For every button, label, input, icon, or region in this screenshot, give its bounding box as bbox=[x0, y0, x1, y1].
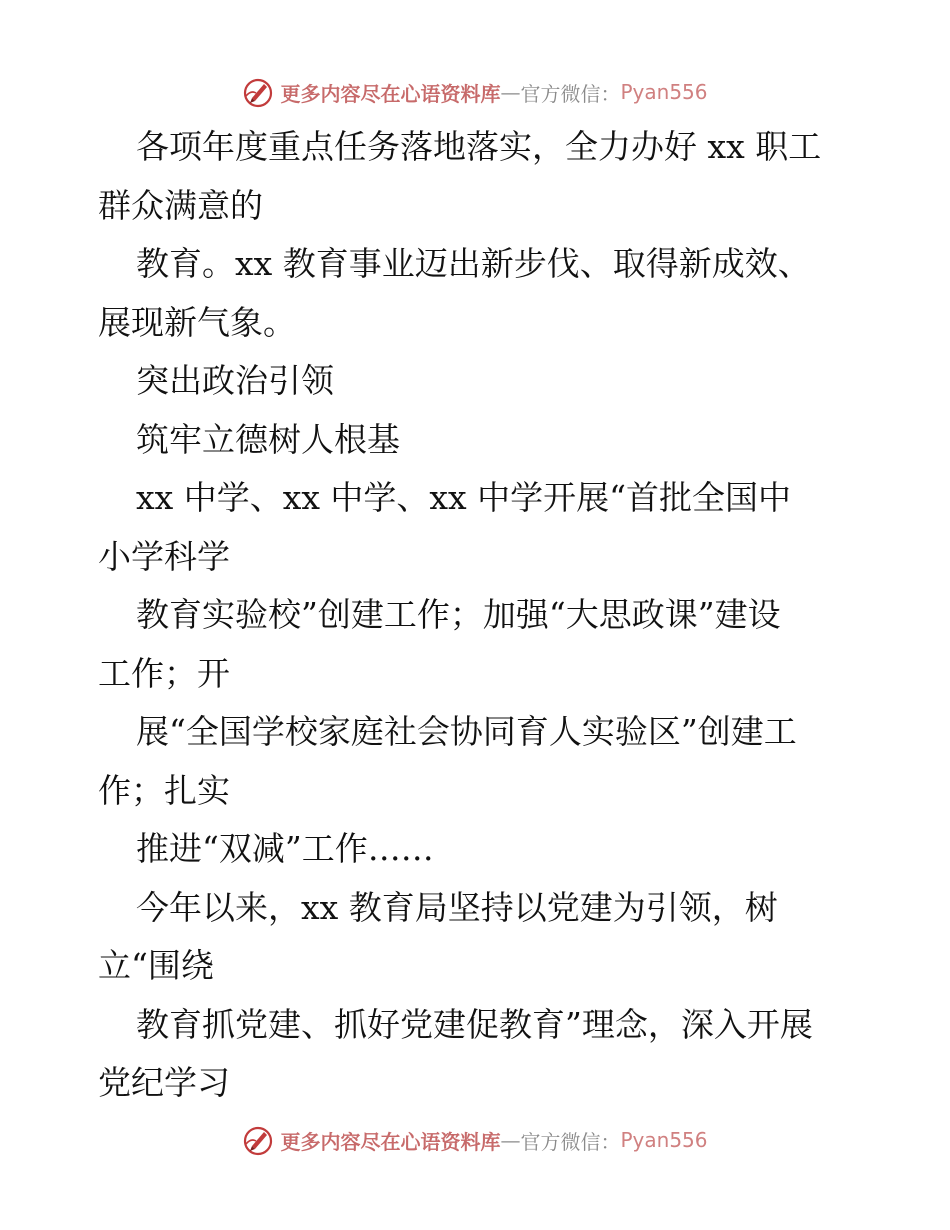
header-wechat-label: 官方微信： bbox=[520, 81, 621, 106]
text-line: 各项年度重点任务落地落实，全力办好 xx 职工 bbox=[136, 127, 822, 166]
text-line: 小学科学 bbox=[98, 536, 230, 576]
text-line: 立“围绕 bbox=[98, 946, 214, 985]
text-line: 教育抓党建、抓好党建促教育”理念，深入开展 bbox=[136, 1004, 813, 1044]
pen-logo-icon bbox=[242, 1124, 274, 1156]
text-line: 教育。xx 教育事业迈出新步伐、取得新成效、 bbox=[136, 244, 811, 283]
text-line: 作；扎实 bbox=[98, 770, 230, 810]
text-line: 展现新气象。 bbox=[98, 302, 296, 342]
header-dash: — bbox=[500, 80, 521, 104]
text-line: xx 中学、xx 中学、xx 中学开展“首批全国中 bbox=[136, 478, 792, 517]
section-heading: 筑牢立德树人根基 bbox=[136, 419, 400, 459]
text-line: 群众满意的 bbox=[98, 185, 263, 225]
footer-site-name: 更多内容尽在心语资料库 bbox=[280, 1129, 501, 1154]
section-heading: 突出政治引领 bbox=[136, 361, 334, 400]
text-line: 推进“双减”工作…… bbox=[136, 829, 434, 868]
text-line: 工作；开 bbox=[98, 653, 230, 693]
text-line: 党纪学习 bbox=[98, 1063, 230, 1102]
text-line: 教育实验校”创建工作；加强“大思政课”建设 bbox=[136, 595, 781, 634]
footer-watermark-banner bbox=[0, 1120, 950, 1160]
header-wechat-id: Pyan556 bbox=[620, 80, 708, 104]
pen-logo-icon bbox=[242, 76, 274, 108]
document-body bbox=[98, 118, 858, 1113]
footer-dash: — bbox=[500, 1128, 521, 1152]
footer-wechat-label: 官方微信： bbox=[520, 1129, 621, 1154]
header-watermark-banner bbox=[0, 72, 950, 112]
text-line: 展“全国学校家庭社会协同育人实验区”创建工 bbox=[136, 712, 797, 751]
header-site-name: 更多内容尽在心语资料库 bbox=[280, 81, 501, 106]
footer-wechat-id: Pyan556 bbox=[620, 1128, 708, 1152]
text-line: 今年以来，xx 教育局坚持以党建为引领，树 bbox=[136, 887, 778, 927]
